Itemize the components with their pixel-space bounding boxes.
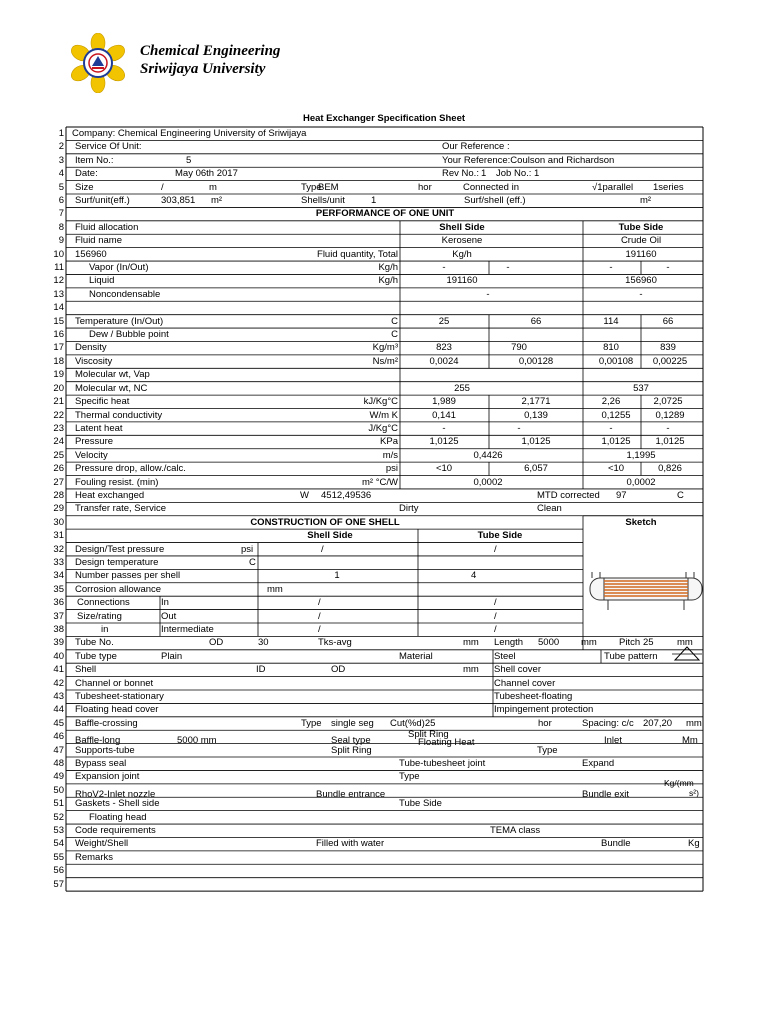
spec-cell: 191160	[446, 275, 478, 287]
sheet-title: Heat Exchanger Specification Sheet	[302, 113, 466, 124]
spec-cell: Impingement protection	[494, 704, 594, 716]
row-number: 49	[53, 771, 64, 783]
spec-cell: -	[486, 288, 490, 300]
row-number: 35	[53, 583, 64, 595]
row-number: 13	[53, 288, 64, 300]
institution-name-line1: Chemical Engineering	[140, 43, 281, 59]
spec-cell: m² °C/W	[362, 476, 398, 488]
spec-cell: Kg	[688, 838, 700, 850]
spec-cell: 0,00128	[518, 355, 554, 367]
tube-pattern-triangle-icon	[672, 645, 702, 663]
spec-cell: 5000 mm	[177, 735, 217, 747]
spec-cell: 191160	[625, 248, 657, 260]
spec-cell: RhoV2-Inlet nozzle	[75, 788, 156, 800]
row-number: 12	[53, 275, 64, 287]
spec-cell: mm	[677, 637, 693, 649]
spec-cell: Plain	[161, 650, 183, 662]
spec-cell: Liquid	[89, 275, 115, 287]
spec-cell: Expand	[582, 758, 615, 770]
row-number: 31	[53, 530, 64, 542]
spec-cell: Tube-tubesheet joint	[399, 758, 486, 770]
spec-cell: Viscosity	[75, 355, 113, 367]
spec-cell: 66	[530, 315, 542, 327]
spec-cell: 156960	[625, 275, 657, 287]
row-number: 20	[53, 382, 64, 394]
spec-cell: mm	[267, 583, 283, 595]
spec-cell: Ns/m²	[372, 355, 398, 367]
row-number: 11	[54, 262, 64, 274]
spec-cell: Kg/h	[452, 248, 472, 260]
row-number: 26	[53, 463, 64, 475]
spec-cell: /	[494, 623, 497, 635]
spec-cell: mm	[463, 664, 479, 676]
spec-cell: Floating head	[89, 811, 147, 823]
spec-cell: Intermediate	[161, 623, 214, 635]
spec-cell: Inlet	[604, 735, 622, 747]
spec-cell: mm	[463, 637, 479, 649]
row-number: 22	[53, 409, 64, 421]
spec-cell: 4512,49536	[321, 489, 372, 501]
spec-cell: Kg/(mm	[664, 777, 694, 788]
spec-cell: 1series	[653, 181, 684, 193]
spec-cell: C	[249, 556, 256, 568]
spec-cell: Bundle exit	[582, 788, 630, 800]
spec-cell: Type	[399, 771, 420, 783]
spec-cell: Expansion joint	[75, 771, 140, 783]
spec-cell: Split Ring	[331, 744, 372, 756]
row-number: 19	[53, 369, 64, 381]
spec-cell: m	[209, 181, 217, 193]
spec-cell: /	[318, 610, 321, 622]
row-number: 45	[53, 717, 64, 729]
spec-cell: Weight/Shell	[75, 838, 129, 850]
spec-cell: Mm	[682, 735, 698, 747]
spec-cell: Number passes per shell	[75, 570, 181, 582]
row-number: 9	[58, 235, 64, 247]
spec-cell: 114	[603, 315, 619, 327]
spec-cell: Tubesheet-floating	[494, 691, 573, 702]
spec-cell: PERFORMANCE OF ONE UNIT	[315, 208, 455, 220]
spec-cell: Kerosene	[441, 235, 483, 247]
row-number: 55	[53, 851, 64, 863]
spec-cell: Supports-tube	[75, 744, 135, 756]
spec-cell: /	[494, 597, 497, 609]
row-number: 15	[53, 315, 64, 327]
spec-cell: Shell Side	[439, 221, 485, 233]
spec-cell: ID	[256, 664, 266, 676]
spec-cell: 303,851	[161, 195, 196, 207]
row-number: 25	[53, 449, 64, 461]
spec-cell: CONSTRUCTION OF ONE SHELL	[250, 516, 400, 528]
spec-cell: Floating Heat	[418, 737, 475, 749]
spec-cell: psi	[385, 463, 398, 475]
spec-cell: √1parallel	[592, 181, 634, 193]
spec-cell: Cut(%d)25	[390, 717, 436, 729]
spec-cell: mm	[581, 637, 597, 649]
row-number: 4	[58, 168, 64, 180]
spec-cell: Molecular wt, Vap	[75, 369, 150, 381]
spec-cell: Shell	[75, 664, 97, 676]
spec-cell: Tube Side	[618, 221, 664, 233]
spec-cell: Material	[399, 650, 433, 662]
spec-cell: Type	[301, 181, 322, 193]
row-number: 28	[53, 489, 64, 501]
spec-cell: /	[494, 610, 497, 622]
spec-cell: Service Of Unit:	[75, 141, 142, 153]
spec-cell: 255	[454, 382, 470, 394]
spec-cell: Crude Oil	[620, 235, 662, 247]
spec-cell: Bypass seal	[75, 758, 127, 770]
row-number: 48	[53, 758, 64, 770]
spec-cell: single seg	[331, 717, 374, 729]
spec-cell: Bundle	[601, 838, 631, 850]
spec-cell: Out	[161, 610, 177, 622]
spec-cell: Fluid allocation	[75, 221, 139, 233]
spec-cell: Thermal conductivity	[75, 409, 163, 421]
row-number: 50	[53, 784, 64, 796]
row-number: 38	[53, 623, 64, 635]
spec-cell: 6,057	[524, 463, 548, 475]
spec-cell: Fluid name	[75, 235, 122, 247]
spec-cell: 25	[643, 637, 654, 649]
row-number: 29	[53, 503, 64, 515]
spec-cell: Size	[75, 181, 94, 193]
row-number: 43	[53, 691, 64, 702]
spec-cell: -	[609, 262, 613, 274]
spec-cell: Dirty	[399, 503, 419, 515]
spec-cell: /	[494, 543, 497, 555]
spec-cell: -	[609, 422, 613, 434]
row-number: 42	[53, 677, 64, 689]
row-number: 17	[53, 342, 64, 354]
spec-cell: 1,0125	[429, 436, 459, 448]
spec-cell: 810	[603, 342, 619, 354]
spec-cell: 1,0125	[521, 436, 551, 448]
spec-cell: 1,0125	[655, 436, 685, 448]
spec-cell: 0,00108	[598, 355, 634, 367]
row-number: 10	[53, 248, 64, 260]
row-number: 5	[58, 181, 64, 193]
row-number: 14	[53, 302, 64, 314]
spec-cell: 2,0725	[653, 396, 683, 408]
spec-cell: 1,0125	[601, 436, 631, 448]
spec-cell: 0,826	[658, 463, 682, 475]
spec-cell: KPa	[380, 436, 398, 448]
spec-cell: Rev No.:	[442, 168, 479, 180]
spec-cell: Sketch	[625, 516, 657, 528]
row-number: 41	[53, 664, 64, 676]
spec-cell: Length	[494, 637, 524, 649]
row-number: 7	[58, 208, 64, 220]
spec-cell: 207,20	[643, 717, 673, 729]
spec-cell: kJ/Kg°C	[363, 396, 398, 408]
spec-cell: Company: Chemical Engineering University of Sriwijaya	[72, 128, 307, 139]
spec-cell: 156960	[75, 248, 107, 260]
spec-cell: /	[161, 181, 164, 193]
row-number: 54	[53, 838, 64, 850]
spec-cell: 537	[633, 382, 649, 394]
spec-cell: Tube No.	[75, 637, 114, 649]
spec-cell: Tube type	[75, 650, 117, 662]
spec-cell: 97	[616, 489, 627, 501]
spec-cell: 0,0002	[626, 476, 656, 488]
spec-cell: 0,00225	[652, 355, 688, 367]
spec-cell: W	[300, 489, 309, 501]
institution-name-line2: Sriwijaya University	[140, 61, 266, 77]
spec-cell: Our Reference :	[442, 141, 510, 153]
spec-cell: Remarks	[75, 851, 114, 863]
spec-cell: 0,139	[524, 409, 548, 421]
spec-cell: Fluid quantity, Total	[317, 248, 398, 260]
spec-cell: 0,0002	[473, 476, 503, 488]
spec-cell: /	[321, 543, 324, 555]
row-number: 32	[53, 543, 64, 555]
spec-cell: C	[391, 329, 398, 341]
spec-cell: Vapor (In/Out)	[89, 262, 149, 274]
spec-cell: Type	[301, 717, 322, 729]
spec-cell: Density	[75, 342, 107, 354]
spec-cell: 0,141	[432, 409, 456, 421]
row-number: 16	[53, 329, 64, 341]
spec-cell: Shell cover	[494, 664, 541, 676]
spec-cell: BEM	[318, 181, 339, 193]
spec-cell: <10	[435, 463, 453, 475]
row-number: 21	[53, 396, 64, 408]
spec-cell: In	[161, 597, 169, 609]
spec-cell: 839	[660, 342, 676, 354]
spec-cell: Design temperature	[75, 556, 159, 568]
spec-cell: Tks-avg	[318, 637, 352, 649]
spec-cell: Steel	[494, 650, 516, 662]
spec-cell: OD	[209, 637, 224, 649]
row-number: 39	[53, 637, 64, 649]
spec-cell: 1,989	[432, 396, 456, 408]
spec-cell: hor	[538, 717, 552, 729]
spec-cell: Tubesheet-stationary	[75, 691, 164, 702]
spec-cell: /	[318, 623, 321, 635]
spec-cell: 1	[334, 570, 340, 582]
spec-cell: C	[391, 315, 398, 327]
row-number: 3	[58, 154, 64, 166]
row-number: 46	[53, 731, 64, 743]
spec-cell: Tube Side	[399, 798, 442, 810]
spec-cell: Baffle-long	[75, 735, 121, 747]
spec-cell: Connected in	[463, 181, 519, 193]
spec-cell: Tube pattern	[604, 650, 658, 662]
row-number: 34	[53, 570, 64, 582]
spec-cell: Baffle-crossing	[75, 717, 138, 729]
spec-cell: 30	[258, 637, 269, 649]
spec-cell: 4	[471, 570, 477, 582]
spec-cell: Pressure drop, allow./calc.	[75, 463, 186, 475]
spec-cell: Fouling resist. (min)	[75, 476, 159, 488]
spec-cell: Transfer rate, Service	[75, 503, 166, 515]
row-number: 1	[58, 128, 64, 139]
spec-cell: 2,26	[601, 396, 621, 408]
spec-cell: W/m K	[369, 409, 398, 421]
spec-cell: Type	[537, 744, 558, 756]
spec-cell: Surf/unit(eff.)	[75, 195, 130, 207]
spec-cell: Shells/unit	[301, 195, 345, 207]
spec-cell: -	[666, 422, 670, 434]
spec-cell: -	[666, 262, 670, 274]
spec-cell: Heat exchanged	[75, 489, 145, 501]
spec-cell: Filled with water	[316, 838, 385, 850]
row-number: 57	[53, 878, 64, 890]
spec-cell: C	[677, 489, 684, 501]
spec-cell: m²	[640, 195, 652, 207]
spec-cell: -	[639, 288, 643, 300]
row-number: 2	[58, 141, 64, 153]
spec-cell: Surf/shell (eff.)	[464, 195, 526, 207]
row-number: 40	[53, 650, 64, 662]
spec-cell: Connections	[77, 597, 130, 609]
row-number: 6	[58, 195, 64, 207]
spec-cell: Shell Side	[307, 530, 353, 542]
row-number: 18	[53, 355, 64, 367]
row-number: 30	[53, 516, 64, 528]
spec-cell: MTD corrected	[537, 489, 600, 501]
spec-cell: OD	[331, 664, 346, 676]
row-number: 23	[53, 422, 64, 434]
row-number: 53	[53, 825, 64, 837]
spec-cell: Kg/h	[378, 275, 398, 287]
spec-cell: 0,1255	[601, 409, 631, 421]
spec-cell: Channel cover	[494, 677, 556, 689]
row-number: 24	[53, 436, 64, 448]
row-number: 51	[53, 798, 64, 810]
spec-cell: Noncondensable	[89, 288, 161, 300]
spec-cell: Item No.:	[75, 154, 114, 166]
spec-cell: Pressure	[75, 436, 114, 448]
spec-cell: Design/Test pressure	[75, 543, 165, 555]
spec-cell: 66	[662, 315, 674, 327]
spec-cell: mm	[686, 717, 702, 729]
spec-cell: 5000	[538, 637, 560, 649]
spec-cell: psi	[241, 543, 254, 555]
row-number: 47	[53, 744, 64, 756]
spec-cell: -	[506, 262, 510, 274]
spec-cell: s²)	[689, 787, 699, 798]
spec-cell: Latent heat	[75, 422, 123, 434]
spec-cell: Job No.: 1	[496, 168, 540, 180]
row-number: 27	[53, 476, 64, 488]
spec-cell: Molecular wt, NC	[75, 382, 148, 394]
spec-cell: 0,0024	[429, 355, 459, 367]
row-number: 56	[53, 865, 64, 877]
spec-cell: -	[517, 422, 521, 434]
row-number: 44	[53, 704, 64, 716]
spec-cell: 0,1289	[655, 409, 685, 421]
spec-cell: hor	[418, 181, 432, 193]
spec-cell: Velocity	[75, 449, 108, 461]
spec-cell: Dew / Bubble point	[89, 329, 169, 341]
row-number: 37	[53, 610, 64, 622]
spec-cell: Clean	[537, 503, 562, 515]
spec-cell: Seal type	[331, 735, 371, 747]
row-number: 33	[53, 556, 64, 568]
spec-cell: Kg/m³	[372, 342, 398, 354]
spec-cell: 1	[481, 168, 487, 180]
spec-cell: -	[442, 262, 446, 274]
spec-cell: Temperature (In/Out)	[75, 315, 164, 327]
spec-cell: Channel or bonnet	[75, 677, 154, 689]
spec-cell: Spacing: c/c	[582, 717, 634, 729]
spec-cell: Floating head cover	[75, 704, 159, 716]
spec-cell: Bundle entrance	[316, 788, 386, 800]
spec-cell: Code requirements	[75, 825, 156, 837]
spec-cell: Corrosion allowance	[75, 583, 162, 595]
spec-cell: -	[442, 422, 446, 434]
spec-cell: /	[318, 597, 321, 609]
row-number: 52	[53, 811, 64, 823]
spec-cell: Your Reference:Coulson and Richardson	[442, 154, 615, 166]
spec-cell: Date:	[75, 168, 98, 180]
spec-cell: 25	[438, 315, 450, 327]
exchanger-sketch	[588, 566, 704, 614]
row-number: 36	[53, 597, 64, 609]
spec-cell: Split Ring	[408, 729, 449, 741]
spec-cell: Specific heat	[75, 396, 130, 408]
row-number: 8	[58, 221, 64, 233]
spec-cell: Gaskets - Shell side	[75, 798, 160, 810]
spec-cell: 5	[186, 154, 192, 166]
spec-cell: Kg/h	[378, 262, 398, 274]
spec-cell: m²	[211, 195, 223, 207]
spec-cell: Pitch	[619, 637, 641, 649]
spec-cell: May 06th 2017	[175, 168, 238, 180]
spec-cell: Tube Side	[477, 530, 523, 542]
spec-cell: <10	[607, 463, 625, 475]
spec-cell: in	[101, 623, 109, 635]
spec-cell: 823	[436, 342, 452, 354]
spec-cell: J/Kg°C	[368, 422, 398, 434]
spec-cell: m/s	[382, 449, 398, 461]
spec-cell: 790	[511, 342, 527, 354]
spec-cell: TEMA class	[490, 825, 541, 837]
spec-cell: 1	[371, 195, 377, 207]
spec-cell: 0,4426	[473, 449, 503, 461]
spec-cell: Size/rating	[77, 610, 122, 622]
spec-cell: 1,1995	[626, 449, 656, 461]
spec-cell: 2,1771	[521, 396, 551, 408]
